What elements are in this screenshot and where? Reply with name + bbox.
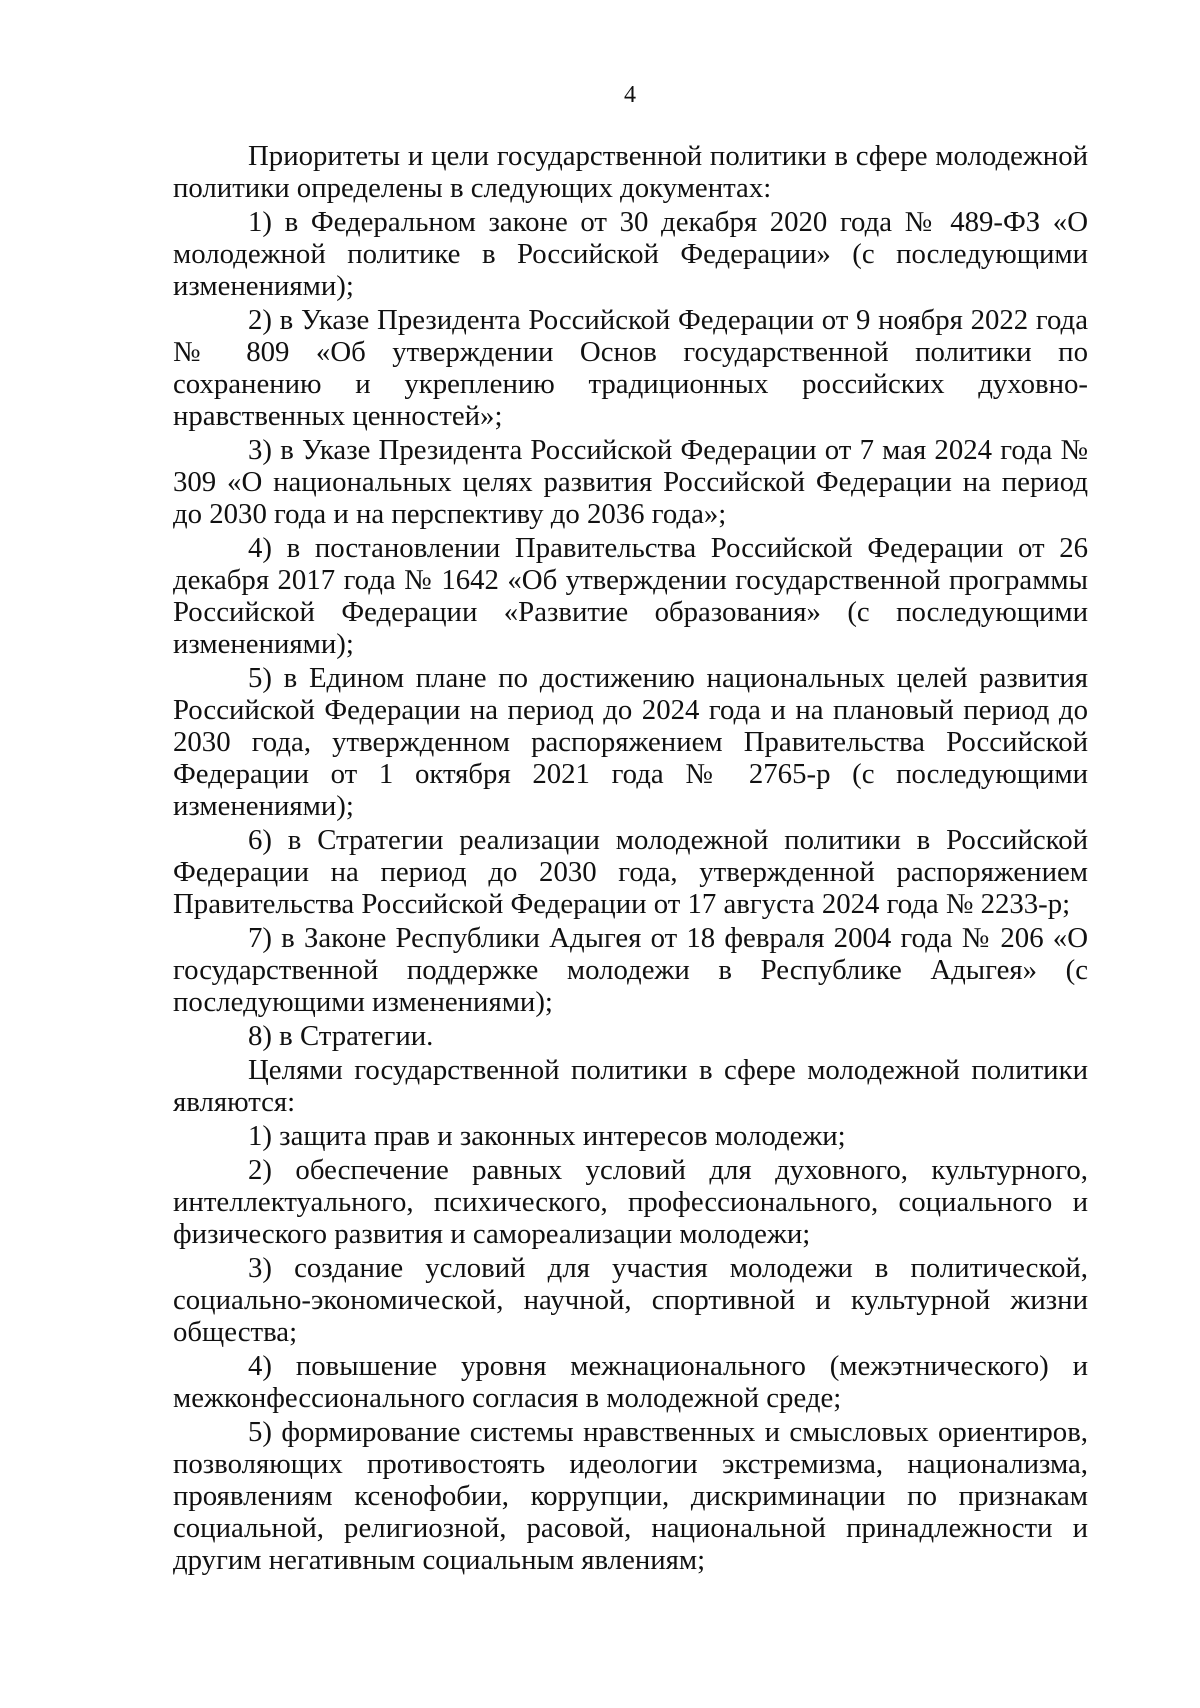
paragraph-item-3: 3) в Указе Президента Российской Федерации от 7 мая 2024 года № 309 «О национальных целях развития Российской Федерации на период до 2030 года и на перспективу до 2036 года»; — [173, 434, 1088, 530]
paragraph-item-2: 2) в Указе Президента Российской Федерации от 9 ноября 2022 года № 809 «Об утверждении Основ государственной политики по сохранению и укреплению традиционных российских духовно-нравственных ценностей»; — [173, 304, 1088, 432]
paragraph-goal-4: 4) повышение уровня межнационального (межэтнического) и межконфессионального согласия в молодежной среде; — [173, 1350, 1088, 1414]
paragraph-item-6: 6) в Стратегии реализации молодежной политики в Российской Федерации на период до 2030 года, утвержденной распоряжением Правительства Российской Федерации от 17 августа 2024 года № 2233-р; — [173, 824, 1088, 920]
paragraph-goal-1: 1) защита прав и законных интересов молодежи; — [248, 1120, 846, 1152]
paragraph-item-4: 4) в постановлении Правительства Российской Федерации от 26 декабря 2017 года № 1642 «Об утверждении государственной программы Российской Федерации «Развитие образования» (с последующими изменениями); — [173, 532, 1088, 660]
paragraph-intro: Приоритеты и цели государственной политики в сфере молодежной политики определены в следующих документах: — [173, 140, 1088, 204]
paragraph-item-7: 7) в Законе Республики Адыгея от 18 февраля 2004 года № 206 «О государственной поддержке молодежи в Республике Адыгея» (с последующими изменениями); — [173, 922, 1088, 1018]
paragraph-item-5: 5) в Едином плане по достижению национальных целей развития Российской Федерации на период до 2024 года и на плановый период до 2030 года, утвержденном распоряжением Правительства Российской Федерации от 1 октября 2021 года № 2765-р (с последующими изменениями); — [173, 662, 1088, 822]
paragraph-item-8: 8) в Стратегии. — [248, 1020, 434, 1052]
paragraph-item-1: 1) в Федеральном законе от 30 декабря 2020 года № 489-ФЗ «О молодежной политике в Российской Федерации» (с последующими изменениями); — [173, 206, 1088, 302]
paragraph-goals-intro: Целями государственной политики в сфере молодежной политики являются: — [173, 1054, 1088, 1118]
paragraph-goal-2: 2) обеспечение равных условий для духовного, культурного, интеллектуального, психического, профессионального, социального и физического развития и самореализации молодежи; — [173, 1154, 1088, 1250]
page-number: 4 — [624, 82, 636, 108]
paragraph-goal-5: 5) формирование системы нравственных и смысловых ориентиров, позволяющих противостоять идеологии экстремизма, национализма, проявлениям ксенофобии, коррупции, дискриминации по признакам социальной, религиозной, расовой, национальной принадлежности и другим негативным социальным явлениям; — [173, 1416, 1088, 1576]
paragraph-goal-3: 3) создание условий для участия молодежи в политической, социально-экономической, научной, спортивной и культурной жизни общества; — [173, 1252, 1088, 1348]
document-body — [173, 140, 1088, 1578]
